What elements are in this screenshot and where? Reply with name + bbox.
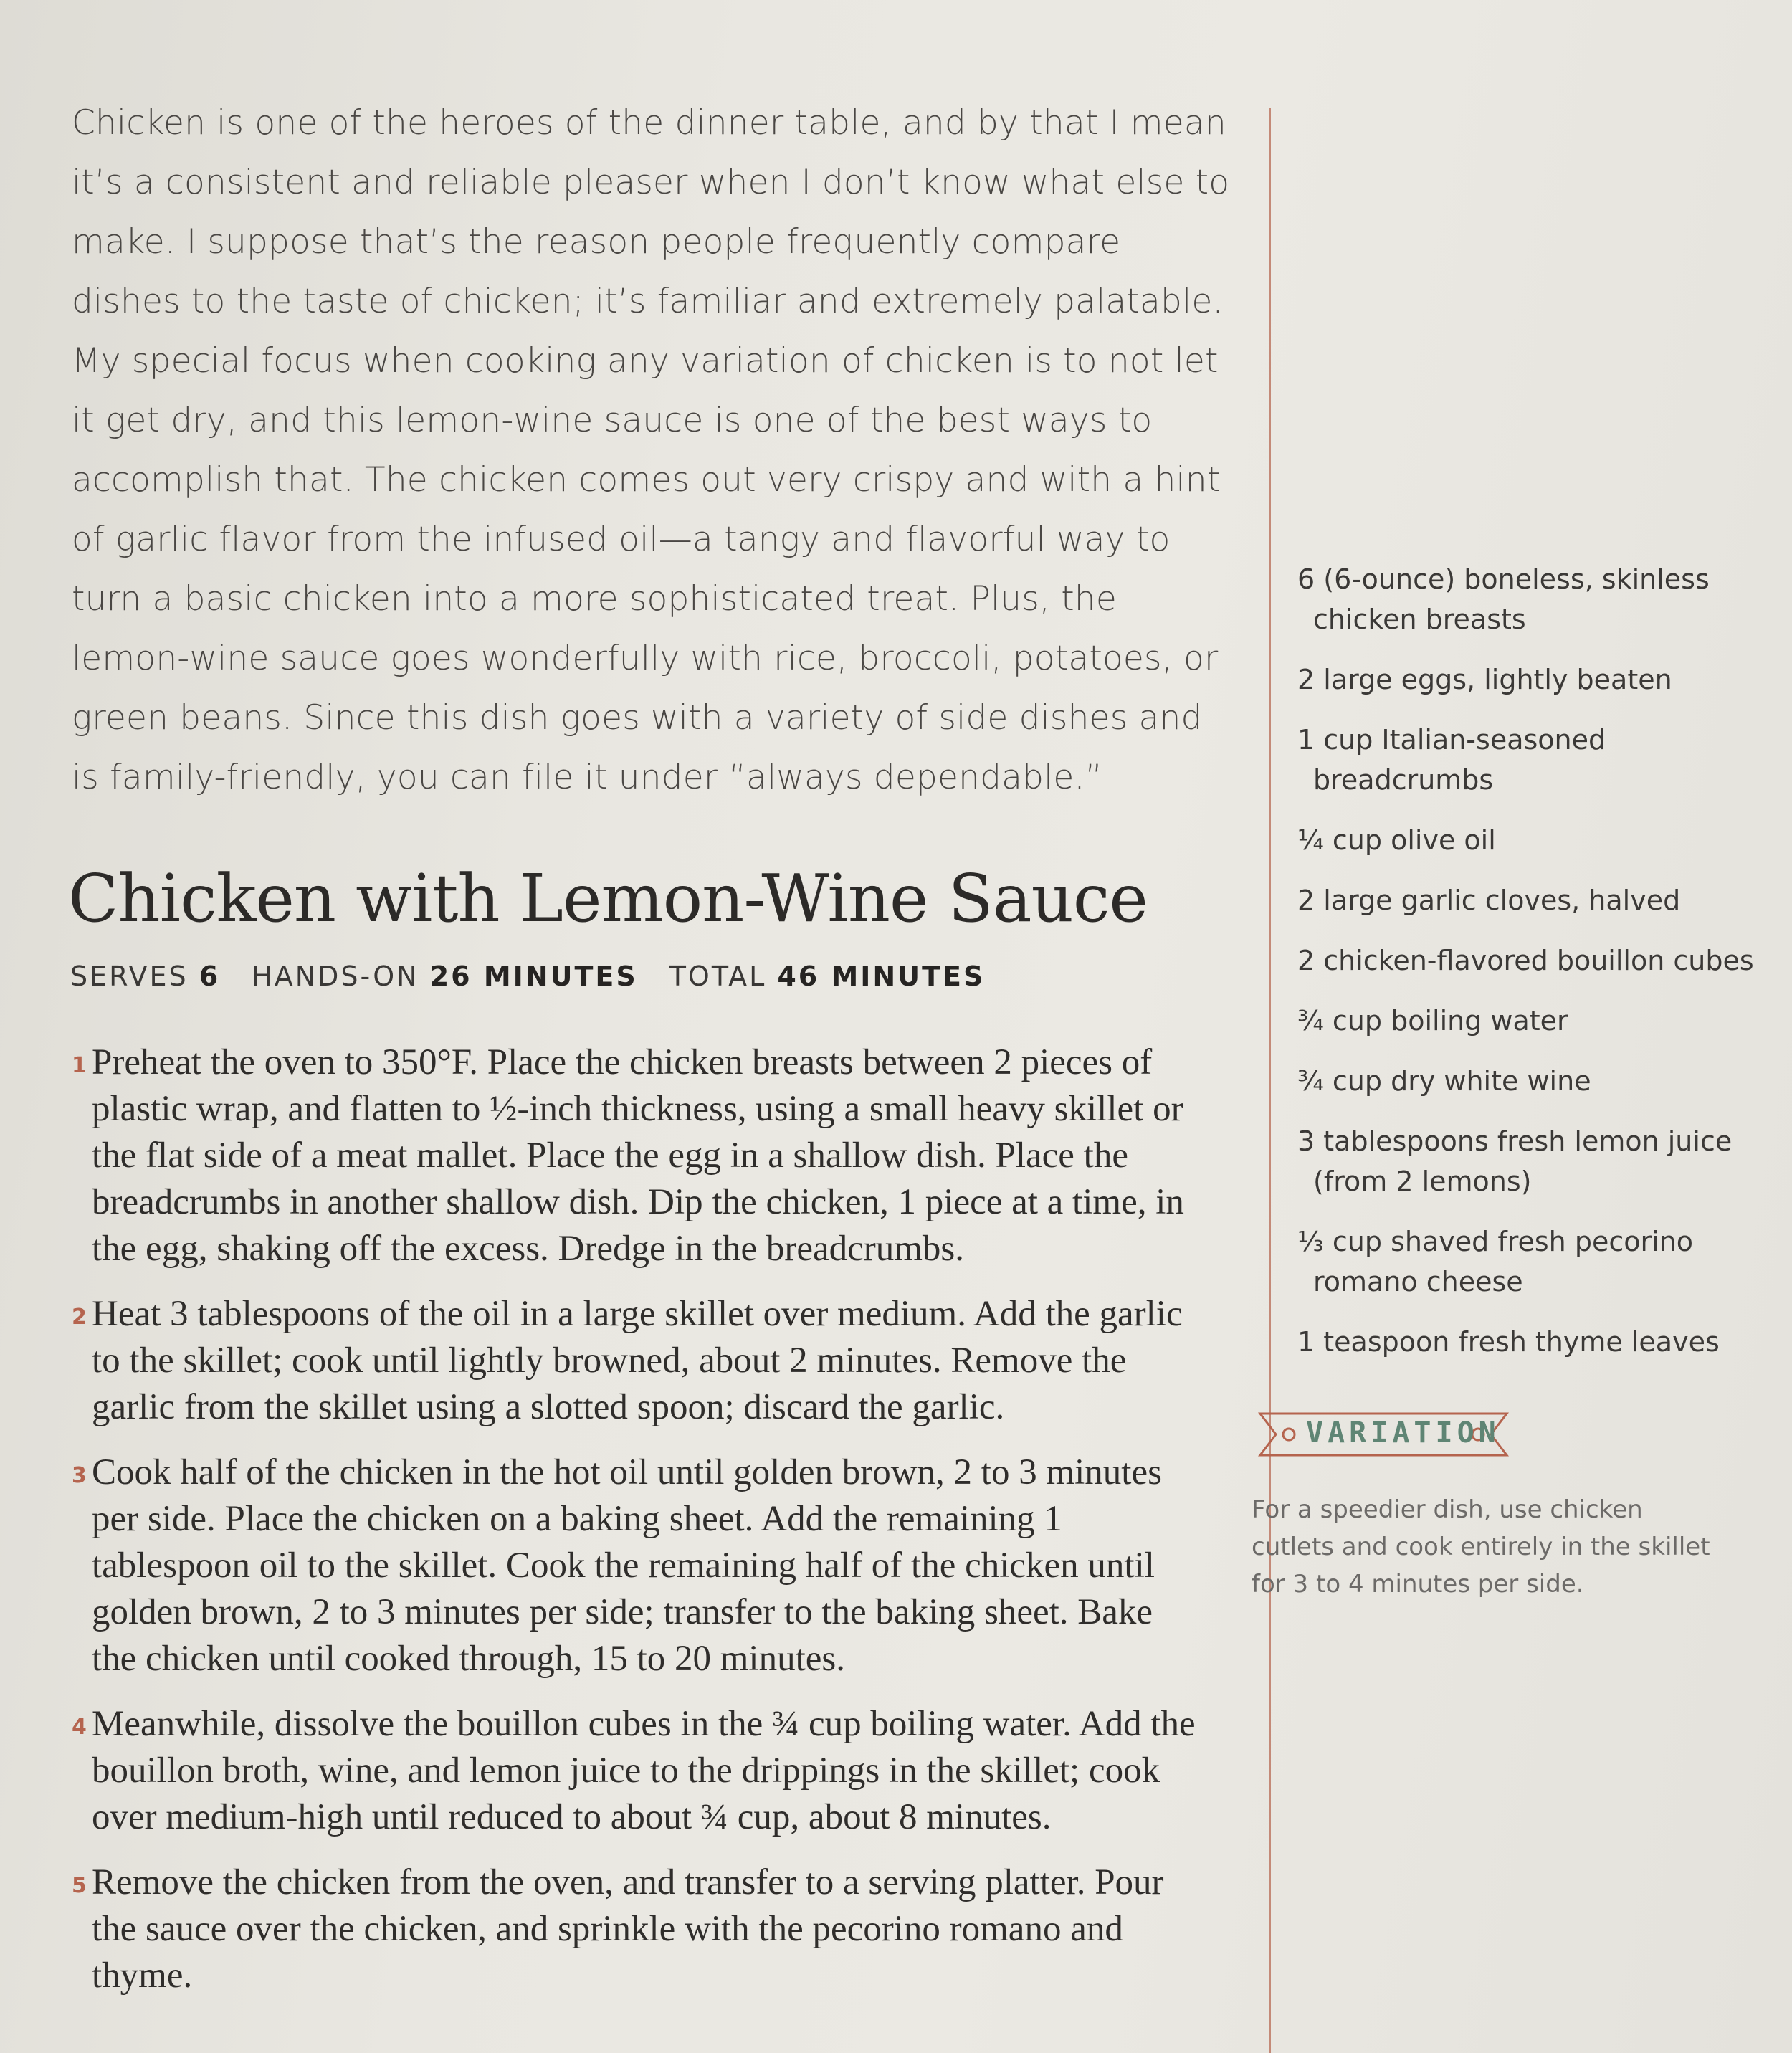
recipe-step: [72, 1701, 1204, 1841]
step-number: 4: [72, 1715, 87, 1740]
step-text: Preheat the oven to 350°F. Place the chicken breasts between 2 pieces of plastic wrap, and flatten to ½-inch thickness, using a small heavy skillet or the flat side of a meat mallet. Place the egg in a shallow dish. Place the breadcrumbs in another shallow dish. Dip the chicken, 1 piece at a time, in the egg, shaking off the excess. Dredge in the breadcrumbs.: [92, 1042, 1184, 1269]
step-text: Meanwhile, dissolve the bouillon cubes in the ¾ cup boiling water. Add the bouillon broth, wine, and lemon juice to the drippings in the skillet; cook over medium-high until reduced to about ¾ cup, about 8 minutes.: [92, 1704, 1196, 1837]
ingredient-item: 6 (6-ounce) boneless, skinless chicken breasts: [1297, 563, 1710, 635]
recipe-step: [72, 1039, 1204, 1272]
recipe-meta: [70, 961, 1217, 992]
total-info: [669, 961, 986, 992]
recipe-step: [72, 1291, 1204, 1431]
handson-label: HANDS-ON: [252, 961, 419, 992]
handson-value: 26 MINUTES: [429, 961, 638, 992]
ingredient-item: 2 large eggs, lightly beaten: [1297, 664, 1672, 695]
variation-text: For a speedier dish, use chicken cutlets and cook entirely in the skillet for 3 to 4 minutes per side.: [1252, 1495, 1710, 1599]
ingredient-item: 3 tablespoons fresh lemon juice (from 2 lemons): [1297, 1125, 1733, 1197]
step-number: 3: [72, 1463, 87, 1488]
step-text: Heat 3 tablespoons of the oil in a large skillet over medium. Add the garlic to the skillet; cook until lightly browned, about 2 minutes. Remove the garlic from the skillet using a slotted spoon; discard the garlic.: [92, 1294, 1183, 1427]
step-text: Cook half of the chicken in the hot oil until golden brown, 2 to 3 minutes per side. Place the chicken on a baking sheet. Add the remaining 1 tablespoon oil to the skillet. Cook the remaining half of the chicken until golden brown, 2 to 3 minutes per side; transfer to the baking sheet. Bake the chicken until cooked through, 15 to 20 minutes.: [92, 1452, 1162, 1679]
ingredient-item: ⅓ cup shaved fresh pecorino romano cheese: [1297, 1226, 1693, 1297]
step-number: 1: [72, 1053, 87, 1078]
recipe-title: Chicken with Lemon-Wine Sauce: [68, 860, 1148, 937]
variation-banner: [1254, 1409, 1512, 1459]
ingredient-item: 1 cup Italian-seasoned breadcrumbs: [1297, 724, 1606, 796]
total-value: 46 MINUTES: [777, 961, 986, 992]
serves-info: [70, 961, 220, 992]
serves-value: 6: [199, 961, 221, 992]
recipe-step: [72, 1859, 1204, 1999]
variation-label: VARIATION: [1306, 1416, 1500, 1449]
serves-label: SERVES: [70, 961, 189, 992]
intro-paragraph: [72, 93, 1233, 807]
ingredients-list: [1269, 559, 1770, 1382]
handson-info: [252, 961, 638, 992]
recipe-steps: [72, 1039, 1204, 2018]
ingredient-item: ¾ cup dry white wine: [1297, 1065, 1591, 1097]
ingredient-item: 1 teaspoon fresh thyme leaves: [1297, 1326, 1720, 1358]
step-number: 2: [72, 1305, 87, 1330]
step-text: Remove the chicken from the oven, and transfer to a serving platter. Pour the sauce over the chicken, and sprinkle with the pecorino romano and thyme.: [92, 1862, 1164, 1996]
ingredient-item: ¼ cup olive oil: [1297, 824, 1496, 856]
total-label: TOTAL: [669, 961, 767, 992]
recipe-step: [72, 1449, 1204, 1682]
ingredient-item: ¾ cup boiling water: [1297, 1005, 1568, 1037]
ingredient-item: 2 chicken-flavored bouillon cubes: [1297, 945, 1754, 976]
step-number: 5: [72, 1873, 87, 1898]
intro-text: Chicken is one of the heroes of the dinner table, and by that I mean it’s a consistent and reliable pleaser when I don’t know what else to make. I suppose that’s the reason people frequently compare dishes to the taste of chicken; it’s familiar and extremely palatable. My special focus when cooking any variation of chicken is to not let it get dry, and this lemon-wine sauce is one of the best ways to accomplish that. The chicken comes out very crispy and with a hint of garlic flavor from the infused oil—a tangy and flavorful way to turn a basic chicken into a more sophisticated treat. Plus, the lemon-wine sauce goes wonderfully with rice, broccoli, potatoes, or green beans. Since this dish goes with a variety of side dishes and is family-friendly, you can file it under “always dependable.”: [72, 103, 1230, 797]
ingredient-item: 2 large garlic cloves, halved: [1297, 885, 1681, 916]
